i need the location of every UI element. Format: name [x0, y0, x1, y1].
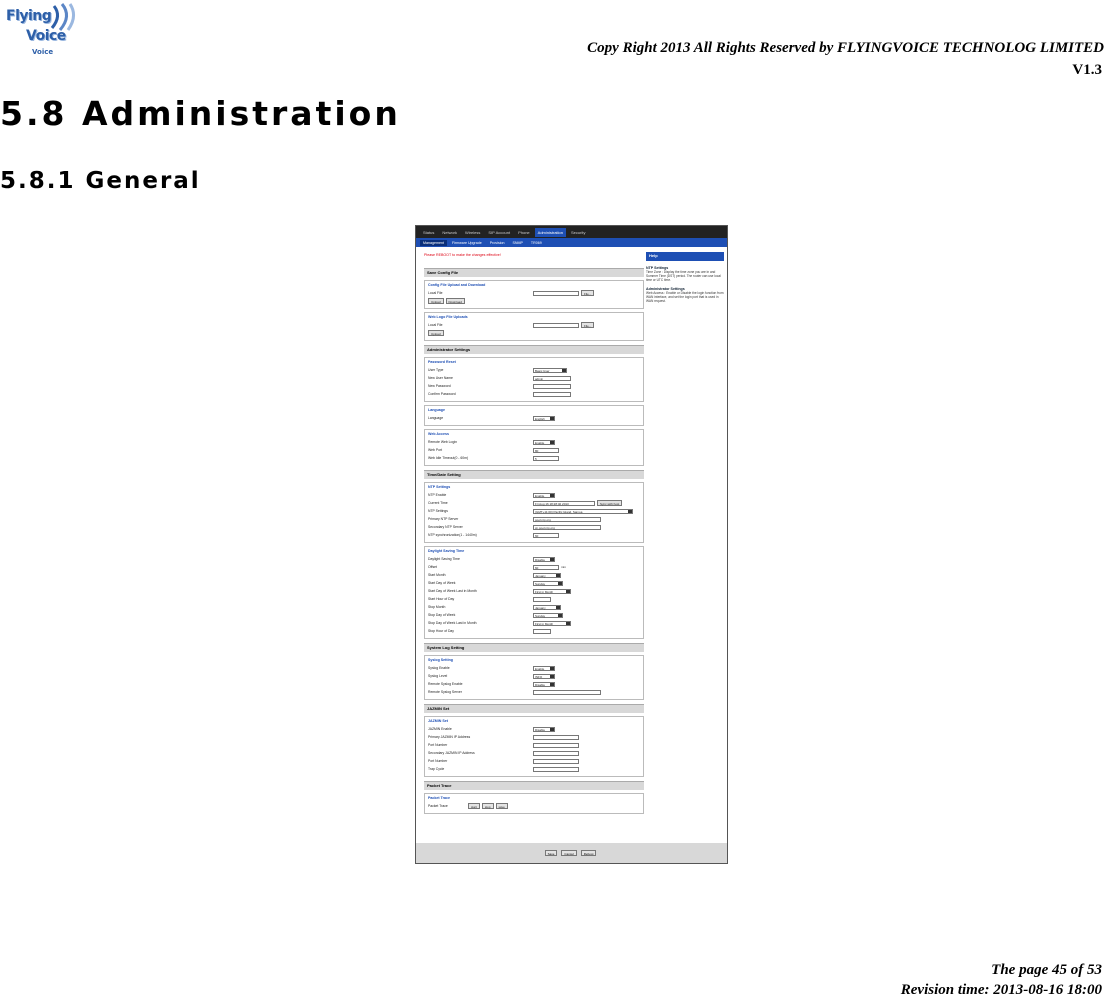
logo-text-1: Flying [6, 8, 52, 24]
remote-syslog-enable-select[interactable]: Disable [533, 682, 555, 687]
field-label: Web Idle Timeout(0 - 60m) [428, 456, 469, 460]
config-file-input[interactable] [533, 291, 579, 296]
stop-hour-input[interactable] [533, 629, 551, 634]
field-label: Port Number [428, 759, 448, 763]
field-label: Daylight Saving Time [428, 557, 460, 561]
subtab-snmp[interactable]: SNMP [512, 240, 523, 245]
start-dow-select[interactable]: Sunday [533, 581, 563, 586]
subtab-tr069[interactable]: TR069 [530, 240, 542, 245]
field-label: Remote Syslog Server [428, 690, 462, 694]
reboot-button[interactable]: Reboot [581, 850, 597, 856]
field-label: Primary JAZMIN IP Address [428, 735, 471, 739]
field-label: New User Name [428, 376, 453, 380]
help-title: Help [646, 252, 724, 261]
help-panel [646, 252, 724, 303]
help-ntp-title: NTP Settings [646, 266, 669, 270]
tab-network[interactable]: Network [442, 229, 458, 235]
help-admin-text: Web Access : Enable or Disable the login function from WAN interface, and set the login port that is used in WAN request. [646, 291, 724, 303]
field-label: Start Day of Week Last in Month [428, 589, 477, 593]
current-time-input[interactable]: Fri Aug 16 18:28:40 2013 [533, 501, 595, 506]
save-trace-button[interactable]: save [496, 803, 508, 809]
tab-sip-account[interactable]: SIP Account [488, 229, 511, 235]
field-label: Primary NTP Server [428, 517, 459, 521]
help-admin-title: Administrator Settings [646, 287, 685, 291]
web-idle-input[interactable]: 5 [533, 456, 559, 461]
timezone-select[interactable]: (GMT+11:00) Pacific Island, Samoa [533, 509, 633, 514]
stop-dow-last-select[interactable]: First in Month [533, 621, 571, 626]
field-label: Offset [428, 565, 437, 569]
section-admin: Administrator Settings [424, 345, 644, 354]
new-password-input[interactable] [533, 384, 571, 389]
tab-phone[interactable]: Phone [518, 229, 530, 235]
field-label: Current Time [428, 501, 448, 505]
group-password [424, 357, 644, 402]
stop-trace-button[interactable]: stop [482, 803, 494, 809]
download-button[interactable]: Download [446, 298, 465, 304]
remote-web-login-select[interactable]: Enable [533, 440, 555, 445]
field-label: JAZMIN Enable [428, 727, 452, 731]
start-dow-last-select[interactable]: First in Month [533, 589, 571, 594]
user-type-select[interactable]: Basic User [533, 368, 567, 373]
secondary-jazmin-input[interactable] [533, 751, 579, 756]
field-label: NTP Enable [428, 493, 447, 497]
remote-syslog-server-input[interactable] [533, 690, 601, 695]
field-label: Confirm Password [428, 392, 456, 396]
field-label: Web Port [428, 448, 443, 452]
web-port-input[interactable]: 80 [533, 448, 559, 453]
logo-text-2: Voice [26, 28, 66, 44]
group-web-access [424, 429, 644, 466]
group-title: Language [428, 408, 445, 412]
field-label: Start Hour of Day [428, 597, 455, 601]
field-label: Stop Month [428, 605, 446, 609]
stop-dow-select[interactable]: Sunday [533, 613, 563, 618]
group-title: Web Access [428, 432, 449, 436]
field-label: Trap Cycle [428, 767, 445, 771]
field-label: NTP Settings [428, 509, 448, 513]
logo-text-3: Voice [32, 48, 54, 56]
new-user-name-input[interactable]: admin [533, 376, 571, 381]
settings-form [424, 264, 644, 814]
help-ntp-text: Time Zone : Display the time zone you are in and Summer Time (DST) period. The router can use local time or UTC time. [646, 270, 721, 282]
field-label: Stop Hour of Day [428, 629, 455, 633]
section-packet: Packet Trace [424, 781, 644, 790]
page-number: The page 45 of 53 [991, 962, 1102, 978]
company-logo [6, 2, 76, 60]
upload-button[interactable]: Upload [428, 298, 444, 304]
group-jazmin [424, 716, 644, 777]
tab-administration[interactable]: Administration [535, 228, 566, 237]
group-packet [424, 793, 644, 814]
section-syslog: System Log Setting [424, 643, 644, 652]
stop-month-select[interactable]: January [533, 605, 561, 610]
local-file-label: Local File [428, 323, 443, 327]
subtab-firmware-upgrade[interactable]: Firmware Upgrade [451, 240, 482, 245]
sub-nav [416, 238, 727, 247]
group-title: Packet Trace [428, 796, 450, 800]
start-hour-input[interactable] [533, 597, 551, 602]
section-title: 5.8 Administration [0, 94, 401, 133]
sync-button[interactable]: Sync with host [597, 500, 622, 506]
browse-button[interactable]: File... [581, 322, 594, 328]
field-label: New Password [428, 384, 451, 388]
field-label: Language [428, 416, 444, 420]
admin-page-screenshot [415, 225, 728, 864]
field-label: Syslog Level [428, 674, 448, 678]
save-button[interactable]: Save [545, 850, 558, 856]
main-nav [416, 226, 727, 238]
group-title: Web Logo File Uploads [428, 315, 468, 319]
section-jazmin: JAZMIN Set [424, 704, 644, 713]
group-dst [424, 546, 644, 639]
cancel-button[interactable]: Cancel [561, 850, 576, 856]
start-trace-button[interactable]: start [468, 803, 480, 809]
group-title: Config File Upload and Download [428, 283, 486, 287]
section-save-config: Save Config File [424, 268, 644, 277]
field-label: Remote Syslog Enable [428, 682, 463, 686]
browse-button[interactable]: File... [581, 290, 594, 296]
subsection-title: 5.8.1 General [0, 168, 201, 194]
field-label: Remote Web Login [428, 440, 457, 444]
offset-unit: min [561, 565, 566, 569]
group-title: Syslog Setting [428, 658, 453, 662]
group-title: Password Reset [428, 360, 456, 364]
start-month-select[interactable]: January [533, 573, 561, 578]
field-label: Secondary JAZMIN IP Address [428, 751, 475, 755]
tab-security[interactable]: Security [571, 229, 586, 235]
tab-wireless[interactable]: Wireless [465, 229, 481, 235]
field-label: Packet Trace [428, 804, 448, 808]
jazmin-enable-select[interactable]: Disable [533, 727, 555, 732]
syslog-enable-select[interactable]: Enable [533, 666, 555, 671]
field-label: Secondary NTP Server [428, 525, 463, 529]
subtab-management[interactable]: Management [420, 240, 447, 246]
local-file-label: Local File [428, 291, 443, 295]
group-logo-upload [424, 312, 644, 341]
group-title: NTP Settings [428, 485, 451, 489]
field-label: Start Day of Week [428, 581, 456, 585]
confirm-password-input[interactable] [533, 392, 571, 397]
primary-ntp-input[interactable]: pool.ntp.org [533, 517, 601, 522]
ntp-enable-select[interactable]: Enable [533, 493, 555, 498]
language-select[interactable]: English [533, 416, 555, 421]
group-title: Daylight Saving Time [428, 549, 465, 553]
offset-input[interactable]: 60 [533, 565, 559, 570]
syslog-level-select[interactable]: INFO [533, 674, 555, 679]
copyright-header: Copy Right 2013 All Rights Reserved by FLYINGVOICE TECHNOLOG LIMITED [587, 40, 1104, 56]
field-label: NTP synchronization(1 - 1440m) [428, 533, 477, 537]
primary-jazmin-input[interactable] [533, 735, 579, 740]
revision-time: Revision time: 2013-08-16 18:00 [900, 982, 1102, 998]
reboot-notice: Please REBOOT to make the changes effective! [424, 253, 501, 257]
field-label: Stop Day of Week Last in Month [428, 621, 477, 625]
tab-status[interactable]: Status [423, 229, 435, 235]
field-label: Start Month [428, 573, 446, 577]
field-label: User Type [428, 368, 444, 372]
logo-file-input[interactable] [533, 323, 579, 328]
port-number-input[interactable] [533, 743, 579, 748]
field-label: Port Number [428, 743, 448, 747]
section-time: Time/Date Setting [424, 470, 644, 479]
group-syslog [424, 655, 644, 700]
field-label: Syslog Enable [428, 666, 450, 670]
group-ntp [424, 482, 644, 543]
version-label: V1.3 [1072, 62, 1102, 78]
upload-button[interactable]: Upload [428, 330, 444, 336]
port-number2-input[interactable] [533, 759, 579, 764]
group-language [424, 405, 644, 426]
trap-cycle-input[interactable] [533, 767, 579, 772]
ntp-sync-input[interactable]: 60 [533, 533, 559, 538]
secondary-ntp-input[interactable]: cn.pool.ntp.org [533, 525, 601, 530]
field-label: Stop Day of Week [428, 613, 456, 617]
dst-select[interactable]: Disable [533, 557, 555, 562]
action-bar [416, 843, 727, 863]
group-config-upload [424, 280, 644, 309]
subtab-provision[interactable]: Provision [489, 240, 505, 245]
group-title: JAZMIN Set [428, 719, 448, 723]
